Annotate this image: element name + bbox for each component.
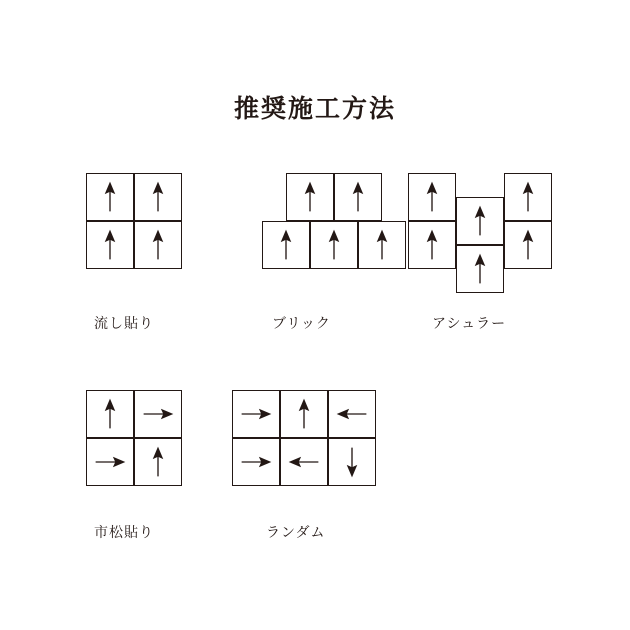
tile-right (86, 438, 134, 486)
tile-down (328, 438, 376, 486)
tile-up (286, 173, 334, 221)
tile-up (408, 173, 456, 221)
tile-up (310, 221, 358, 269)
tile-up (86, 173, 134, 221)
tile-left (328, 390, 376, 438)
tile-up (358, 221, 406, 269)
tile-right (232, 390, 280, 438)
tile-up (408, 221, 456, 269)
pattern-caption-random: ランダム (266, 525, 326, 541)
tile-up (334, 173, 382, 221)
tile-up (134, 438, 182, 486)
tile-up (134, 173, 182, 221)
tile-right (232, 438, 280, 486)
tile-right (134, 390, 182, 438)
tile-up (456, 197, 504, 245)
pattern-caption-ashlar: アシュラー (432, 316, 507, 332)
tile-left (280, 438, 328, 486)
tile-up (504, 221, 552, 269)
tile-up (86, 221, 134, 269)
pattern-caption-nagashibari: 流し貼り (94, 316, 154, 332)
tile-up (86, 390, 134, 438)
page-title: 推奨施工方法 (233, 93, 396, 123)
tile-up (504, 173, 552, 221)
pattern-caption-brick: ブリック (272, 316, 331, 332)
pattern-caption-ichimatsu: 市松貼り (94, 525, 154, 541)
tile-up (134, 221, 182, 269)
tile-up (456, 245, 504, 293)
tile-up (262, 221, 310, 269)
tile-up (280, 390, 328, 438)
